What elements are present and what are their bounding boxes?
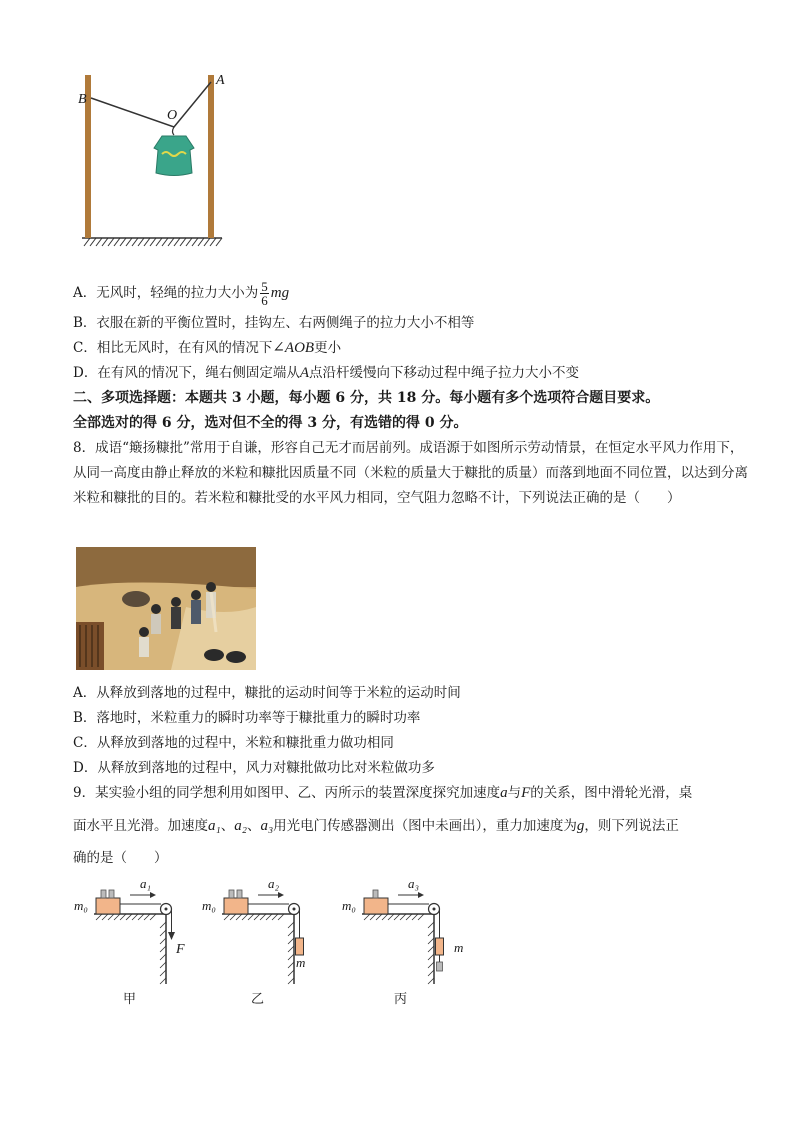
block xyxy=(224,898,248,914)
rope xyxy=(91,82,211,127)
mass-label: m₀ xyxy=(74,898,88,913)
caption-yi: 乙 xyxy=(251,992,265,1007)
mass-label: m₀ xyxy=(342,898,356,913)
right-pole xyxy=(208,75,214,238)
accel-label: a₂ xyxy=(268,876,280,891)
accel-label: a₃ xyxy=(408,876,420,891)
q8-option-c: C．从释放到落地的过程中，米粒和糠批重力做功相同 xyxy=(73,735,394,751)
hanging-mass-label: m xyxy=(296,955,306,970)
q7-option-d: D．在有风的情况下，绳右侧固定端从A点沿杆缓慢向下移动过程中绳子拉力大小不变 xyxy=(73,365,579,381)
q9-stem-line1: 9．某实验小组的同学想利用如图甲、乙、丙所示的装置深度探究加速度a与F的关系，图中滑轮光滑，桌 xyxy=(73,785,693,801)
label-b: B xyxy=(78,92,87,107)
q8-option-d: D．从释放到落地的过程中，风力对糠批做功比对米粒做功多 xyxy=(73,760,435,776)
accel-label: a₁ xyxy=(140,876,152,891)
label-o: O xyxy=(167,108,178,123)
hanging-mass xyxy=(296,938,304,955)
force-label: F xyxy=(176,942,185,957)
q8-option-a: A．从释放到落地的过程中，糠批的运动时间等于米粒的运动时间 xyxy=(73,685,461,701)
q8-stem: 8．成语“簸扬糠批”常用于自谦，形容自己无才而居前列。成语源于如图所示劳动情景，在恒定水平风力作用下，从同一高度由静止释放的米粒和糠批因质量不同（米粒的质量大于糠批的质量）而落到地面不同位置，以达到分离米粒和糠批的目的。若米粒和糠批受的水平风力相同，空气阻力忽略不计，下列说法正确的是（ ） xyxy=(73,440,748,506)
hanging-mass xyxy=(436,938,444,955)
mass-label: m₀ xyxy=(202,898,216,913)
q9-stem-line3: 确的是（ ） xyxy=(73,850,168,866)
q9-stem-line2: 面水平且光滑。加速度a₁、a₂、a₃用光电门传感器测出（图中未画出），重力加速度为g，则下列说法正 xyxy=(73,818,679,834)
diagram-jia xyxy=(70,872,190,987)
figure-clothesline xyxy=(70,70,240,255)
q8-option-b: B．落地时，米粒重力的瞬时功率等于糠批重力的瞬时功率 xyxy=(73,710,421,726)
block xyxy=(364,898,388,914)
q7-option-c: C．相比无风时，在有风的情况下∠AOB更小 xyxy=(73,340,342,356)
label-a: A xyxy=(216,73,225,88)
q7-option-a: A．无风时，轻绳的拉力大小为 $\frac{5}{6}$ mg xyxy=(73,279,290,308)
caption-jia: 甲 xyxy=(123,992,137,1007)
q7-option-b: B．衣服在新的平衡位置时，挂钩左、右两侧绳子的拉力大小不相等 xyxy=(73,315,475,331)
caption-bing: 丙 xyxy=(394,992,408,1007)
fraction: $\frac{5}{6}$ xyxy=(261,279,268,308)
section-heading-2: 全部选对的得 6 分，选对但不全的得 3 分，有选错的得 0 分。 xyxy=(73,415,468,431)
block xyxy=(96,898,120,914)
hanging-mass-label: m xyxy=(454,940,464,955)
winnowing-painting xyxy=(76,547,256,670)
section-heading: 二、多项选择题：本题共 3 小题，每小题 6 分，共 18 分。每小题有多个选项符合题目要求。 xyxy=(73,390,660,406)
